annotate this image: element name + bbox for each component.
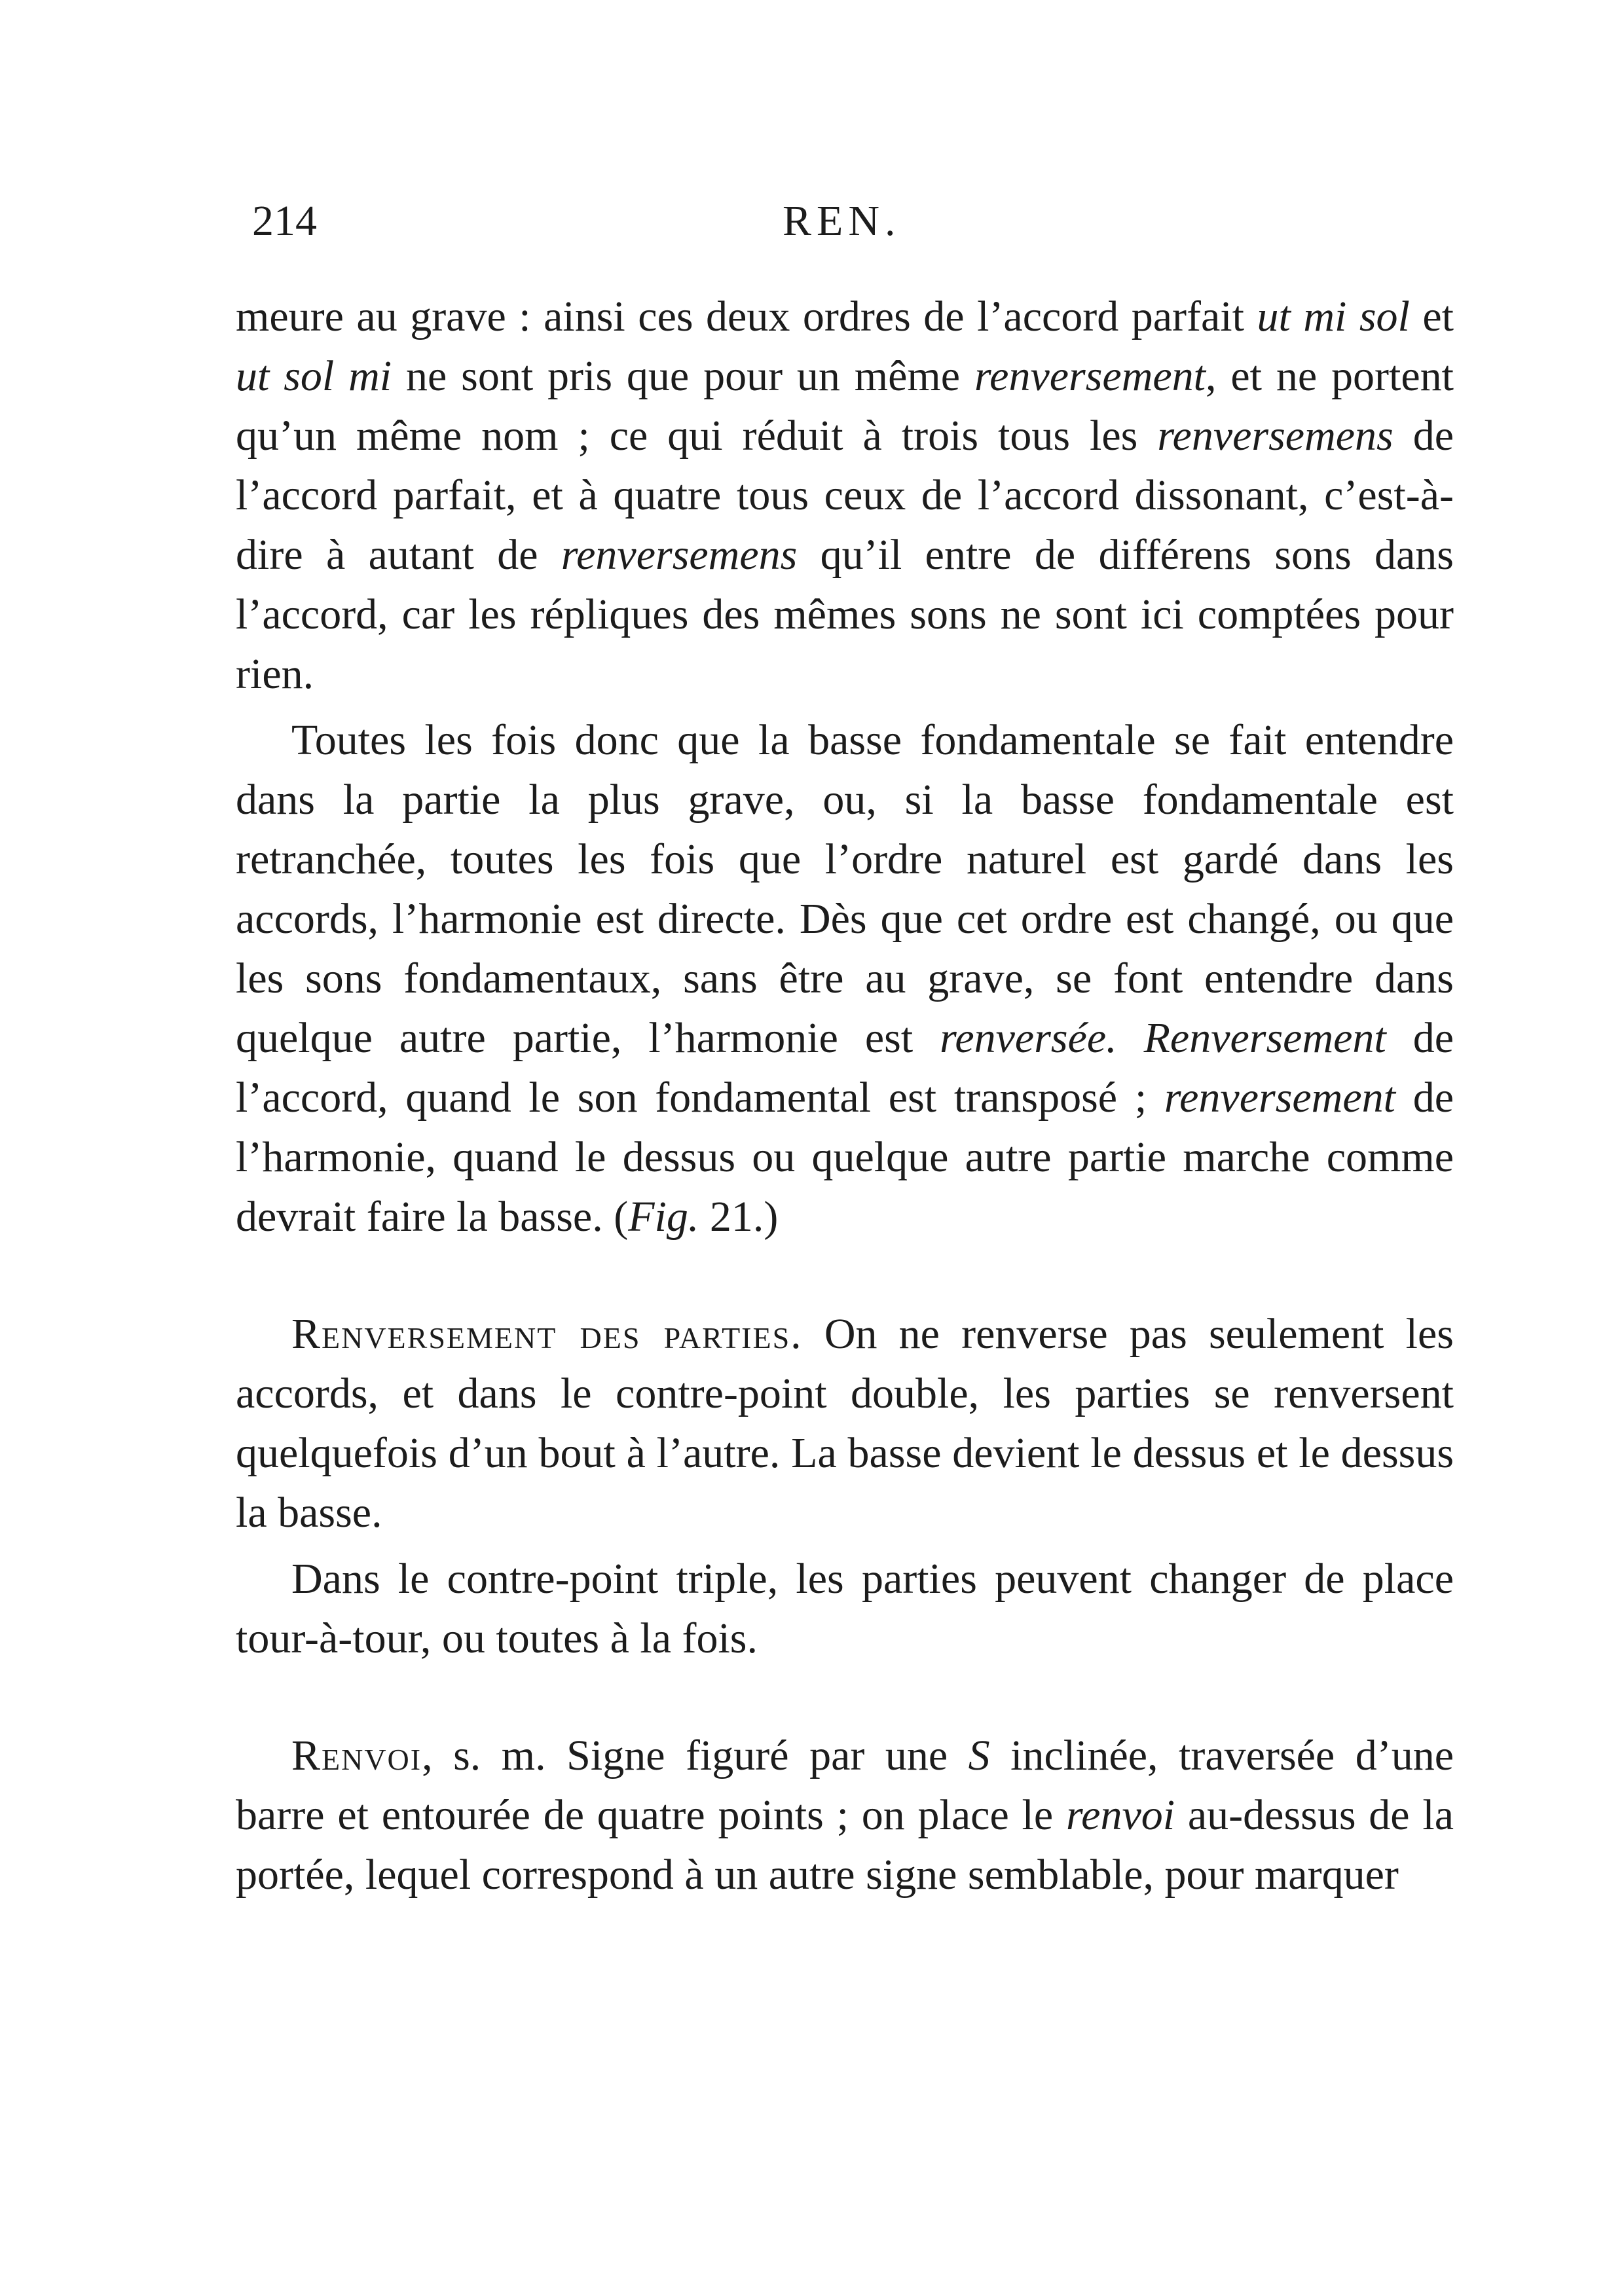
text-run: de l’harmonie, quand le dessus ou quelque autre partie marche comme devrait faire la basse. ( xyxy=(236,1074,1454,1241)
italic-term: Fig. xyxy=(628,1193,699,1241)
body-text xyxy=(236,287,1454,1904)
entry-renversement-des-parties xyxy=(236,1304,1454,1542)
paragraph-contre-point-triple xyxy=(236,1549,1454,1668)
entry-renvoi xyxy=(236,1726,1454,1904)
text-run: ne sont pris que pour un même xyxy=(392,352,974,400)
text-run: de l’accord, quand le son fondamental est transposé ; xyxy=(236,1014,1454,1121)
text-run: , et ne portent qu’un même nom ; ce qui réduit à trois tous les xyxy=(236,352,1454,460)
page-number: 214 xyxy=(252,197,317,245)
running-title: REN. xyxy=(783,197,901,245)
italic-term: Renversement xyxy=(1143,1014,1386,1062)
italic-term: S xyxy=(968,1732,990,1779)
italic-term: renvoi xyxy=(1065,1791,1175,1839)
italic-term: renversée. xyxy=(940,1014,1117,1062)
text-run: 21.) xyxy=(699,1193,779,1241)
italic-term: renversement xyxy=(974,352,1206,400)
running-head xyxy=(252,196,1460,275)
paragraph-continuation xyxy=(236,287,1454,704)
italic-term: renversemens xyxy=(561,531,798,579)
entry-heading: Renvoi xyxy=(291,1732,422,1779)
text-run: , s. m. Signe figuré par une xyxy=(422,1732,969,1779)
text-run: au-dessus de la portée, lequel correspond à un autre signe semblable, pour marquer xyxy=(236,1791,1454,1899)
paragraph-harmonie xyxy=(236,710,1454,1247)
italic-term: renversemens xyxy=(1157,412,1393,460)
text-run xyxy=(1117,1014,1144,1062)
text-run: et xyxy=(1409,293,1454,340)
italic-term: ut mi sol xyxy=(1257,293,1410,340)
text-run: qu’il entre de différens sons dans l’accord, car les répliques des mêmes sons ne sont ici comptées pour rien. xyxy=(236,531,1454,698)
text-run: meure au grave : ainsi ces deux ordres de l’accord parfait xyxy=(236,293,1257,340)
text-run: Dans le contre-point triple, les parties peuvent changer de place tour-à-tour, ou toutes à la fois. xyxy=(236,1555,1454,1662)
text-run: Toutes les fois donc que la basse fondamentale se fait entendre dans la partie la plus grave, ou, si la basse fondamentale est retranchée, toutes les fois que l’ordre naturel est gardé dans les accords, l’harmonie est directe. Dès que cet ordre est changé, ou que les sons fondamentaux, sans être au grave, se font entendre dans quelque autre partie, l’harmonie est xyxy=(236,716,1454,1062)
italic-term: ut sol mi xyxy=(236,352,392,400)
text-run: inclinée, traversée d’une barre et entourée de quatre points ; on place le xyxy=(236,1732,1454,1839)
italic-term: renversement xyxy=(1164,1074,1395,1121)
text-run: On ne renverse pas seulement les accords, et dans le contre-point double, les parties se renversent quelquefois d’un bout à l’autre. La basse devient le dessus et le dessus la basse. xyxy=(236,1310,1454,1537)
text-run: de l’accord parfait, et à quatre tous ceux de l’accord dissonant, c’est-à-dire à autant de xyxy=(236,412,1454,579)
entry-heading: Renversement des parties. xyxy=(291,1310,803,1358)
